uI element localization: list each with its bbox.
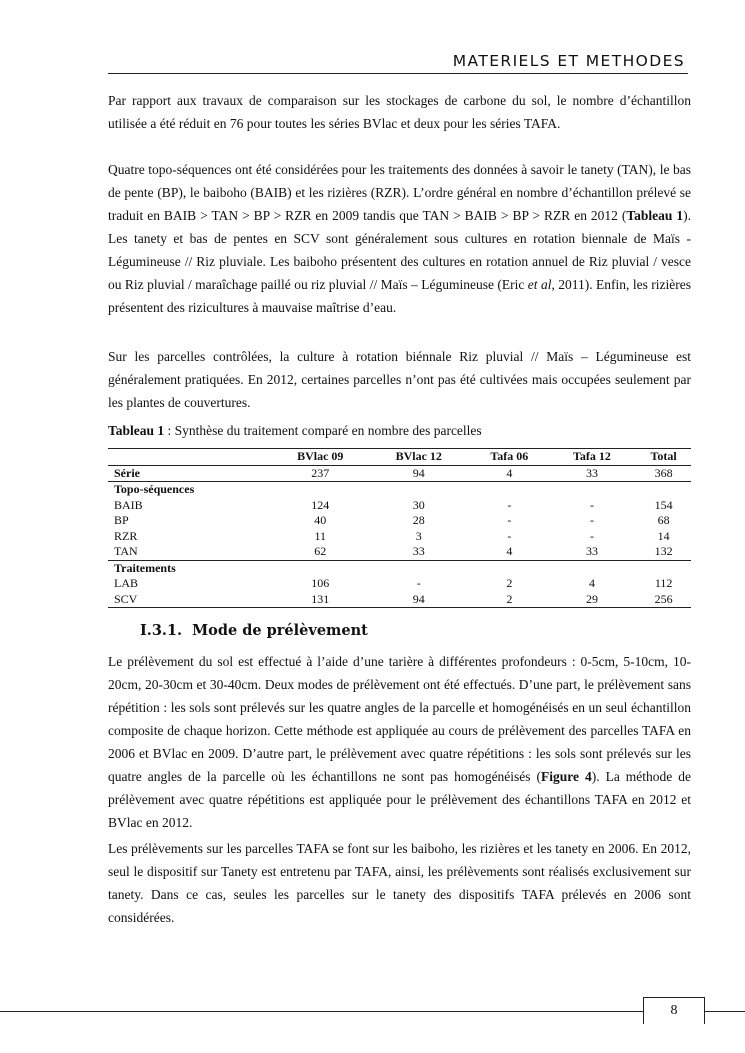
running-header-title: MATERIELS ET METHODES [452, 52, 685, 70]
table-row [108, 513, 691, 529]
table-cell: 29 [548, 592, 631, 608]
table-row [108, 529, 691, 545]
table-header-empty [108, 449, 268, 466]
table-cell: 237 [268, 465, 367, 482]
summary-table [108, 448, 691, 608]
section-number: I.3.1. [140, 622, 183, 639]
row-label: RZR [114, 528, 138, 543]
paragraph-4-text-b: ). La méthode de prélèvement avec quatre répétitions est appliquée pour le prélèvement des échantillons TAFA en 2012 et BVlac en 2012. [108, 769, 691, 830]
group-title: Traitements [108, 560, 691, 576]
table-cell: 62 [314, 544, 327, 558]
table-cell: 131 [268, 592, 367, 608]
paragraph-2 [108, 158, 691, 319]
paragraph-5: Les prélèvements sur les parcelles TAFA se font sur les baiboho, les rizières et les tanety en 2006. En 2012, seul le dispositif sur Tanety est entretenu par TAFA, ainsi, les prélèvements sont réalisés exclusivement sur tanety. Dans ce cas, seules les parcelles sur le tanety des dispositifs TAFA prélevés en 2006 sont considérées. [108, 841, 691, 925]
table-cell: 106 [311, 576, 330, 590]
table-cell: 11 [314, 528, 327, 543]
section-heading [140, 622, 368, 639]
page-number: 8 [643, 997, 705, 1024]
table-cell: 33 [585, 544, 598, 558]
paragraph-2-text-c: , 2011). Enfin, les rizières présentent des rizicultures à mauvaise maîtrise d’eau. [108, 277, 691, 315]
table-cell: - [589, 497, 594, 512]
table-cell: 124 [311, 497, 330, 512]
table-cell: 33 [412, 544, 425, 558]
column-header: Total [630, 449, 691, 466]
table-cell: 154 [654, 497, 673, 512]
row-label: LAB [114, 576, 138, 590]
table-cell: 28 [412, 513, 425, 527]
paragraph-2-text-b: ). Les tanety et bas de pentes en SCV sont généralement sous cultures en rotation biennale de Maïs - Légumineuse // Riz pluviale. Les baiboho présentent des cultures en rotation annuel de Riz pluvial / vesce ou Riz pluvial / maraîchage paillé ou riz pluvial // Maïs – Légumineuse (Eric [108, 208, 691, 292]
paragraph-1: Par rapport aux travaux de comparaison sur les stockages de carbone du sol, le nombre d’échantillon utilisée a été réduit en 76 pour toutes les séries BVlac et deux pour les séries TAFA. [108, 93, 691, 131]
table-row [108, 592, 691, 608]
table-cell: 4 [588, 576, 595, 590]
column-header: Tafa 12 [548, 449, 631, 466]
figure-4-reference: Figure 4 [541, 769, 592, 784]
table-cell: 30 [412, 497, 425, 512]
column-header: BVlac 12 [367, 449, 466, 466]
footer-rule [0, 1011, 745, 1012]
table-row [108, 576, 691, 592]
table-1-reference: Tableau 1 [626, 208, 684, 223]
row-label: SCV [108, 592, 268, 608]
table-row [108, 544, 691, 560]
table-cell: 112 [654, 576, 673, 590]
row-label: TAN [114, 544, 138, 558]
table-cell: - [507, 497, 512, 512]
column-header: BVlac 09 [268, 449, 367, 466]
table-row-serie [108, 465, 691, 482]
table-cell: 2 [506, 576, 513, 590]
paragraph-3: Sur les parcelles contrôlées, la culture à rotation biénnale Riz pluvial // Maïs – Légumineuse est généralement pratiquées. En 2012, certaines parcelles n’ont pas été cultivées mais occupées seulement par les plantes de couvertures. [108, 349, 691, 410]
table-cell: 40 [314, 513, 327, 527]
table-cell: 4 [465, 465, 548, 482]
header-rule [108, 73, 688, 74]
column-header: Tafa 06 [465, 449, 548, 466]
table-cell: 68 [657, 513, 670, 527]
table-caption [108, 423, 482, 439]
table-header-row [108, 449, 691, 466]
table-row [108, 498, 691, 514]
paragraph-2-text-a: Quatre topo-séquences ont été considérées pour les traitements des données à savoir le tanety (TAN), le bas de pente (BP), le baiboho (BAIB) et les rizières (RZR). L’ordre général en nombre d’échantillon prélevé se traduit en BAIB > TAN > BP > RZR en 2009 tandis que TAN > BAIB > BP > RZR en 2012 ( [108, 162, 691, 223]
row-label: BP [114, 513, 129, 527]
table-cell: - [507, 528, 512, 543]
table-cell: 33 [548, 465, 631, 482]
table-cell: 14 [657, 528, 670, 543]
et-al-italic: et al [527, 277, 552, 292]
row-label: Série [108, 465, 268, 482]
section-title: Mode de prélèvement [192, 622, 368, 639]
table-cell: 132 [654, 544, 673, 558]
table-cell: 2 [465, 592, 548, 608]
table-cell: 256 [630, 592, 691, 608]
row-label: BAIB [114, 497, 143, 512]
table-cell: 3 [415, 528, 422, 543]
table-caption-text: : Synthèse du traitement comparé en nombre des parcelles [164, 423, 482, 438]
table-cell: 368 [630, 465, 691, 482]
table-cell: 94 [367, 465, 466, 482]
paragraph-4-text-a: Le prélèvement du sol est effectué à l’aide d’une tarière à différentes profondeurs : 0-5cm, 5-10cm, 10-20cm, 20-30cm et 30-40cm. Deux modes de prélèvement ont été effectués. D’une part, le prélèvement sans répétition : les sols sont prélevés sur les quatre angles de la parcelle et homogénéisés en un seul échantillon composite de chaque horizon. Cette méthode est appliquée au cours de prélèvement des parcelles TAFA en 2006 et BVlac en 2009. D’autre part, le prélèvement avec quatre répétitions : les sols sont prélevés sur les quatre angles de la parcelle où les échantillons ne sont pas homogénéisés ( [108, 654, 691, 784]
paragraph-4 [108, 650, 691, 834]
table-cell: - [416, 576, 421, 590]
table-group-header [108, 482, 691, 498]
table-cell: 94 [367, 592, 466, 608]
table-cell: - [589, 513, 594, 527]
group-title: Topo-séquences [114, 482, 195, 496]
table-cell: - [507, 513, 512, 527]
table-group-header [108, 560, 691, 576]
table-cell: - [589, 528, 594, 543]
table-caption-label: Tableau 1 [108, 423, 165, 438]
table-cell: 4 [506, 544, 513, 558]
